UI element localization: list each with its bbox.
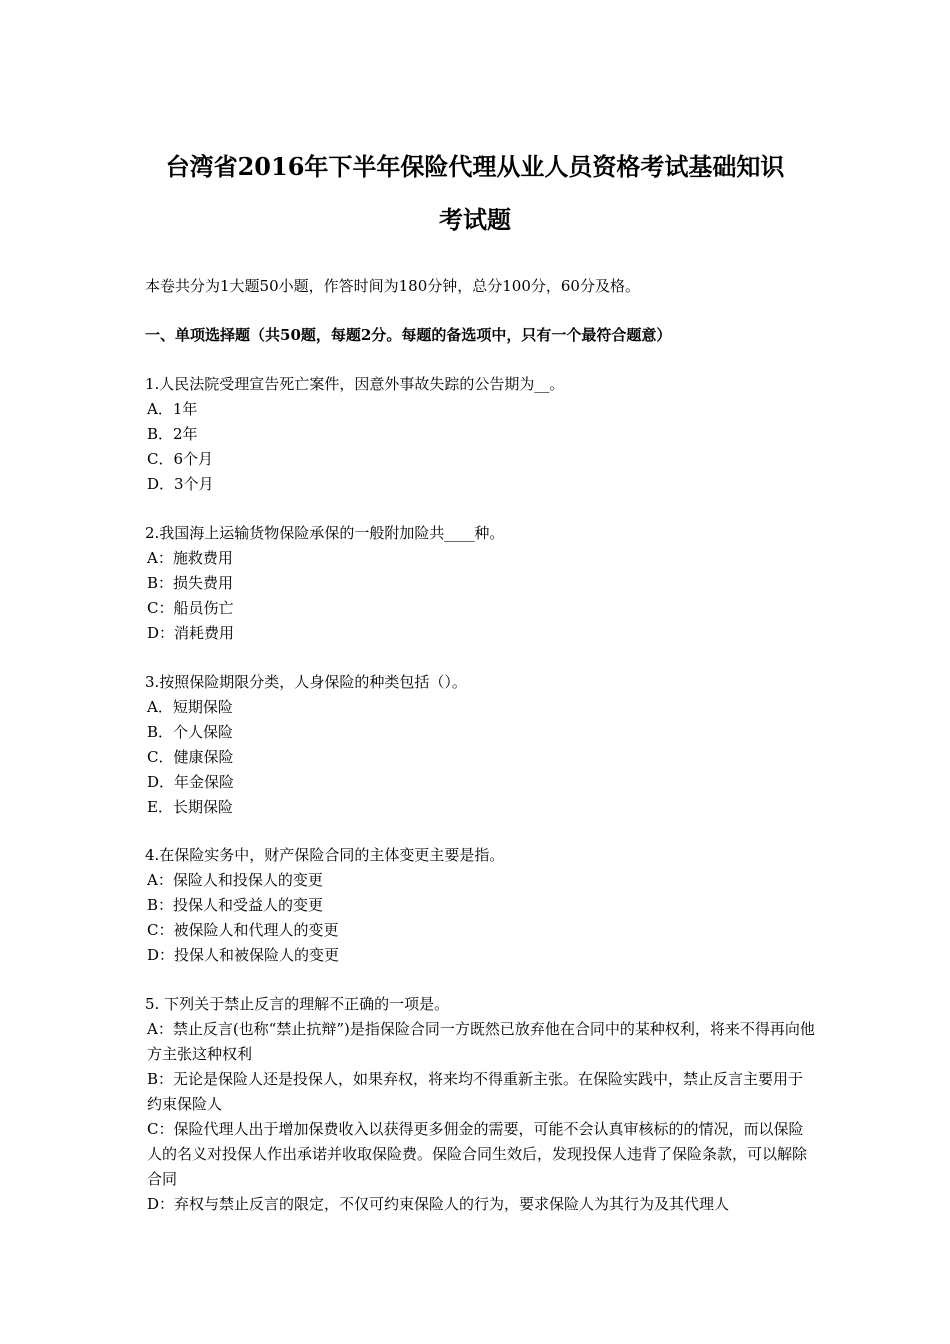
section-heading: 一、单项选择题（共50题，每题2分。每题的备选项中，只有一个最符合题意）: [145, 326, 672, 344]
option-c: C：被保险人和代理人的变更: [147, 921, 339, 939]
option-b: B：损失费用: [147, 574, 234, 592]
option-e: E．长期保险: [147, 798, 233, 816]
option-b: B：无论是保险人还是投保人，如果弃权，将来均不得重新主张。在保险实践中，禁止反言主要用于约束保险人: [147, 1070, 804, 1113]
option-a: A：禁止反言(也称“禁止抗辩”)是指保险合同一方既然已放弃他在合同中的某种权利，将来不得再向他方主张这种权利: [147, 1020, 815, 1063]
option-a: A．1年: [147, 400, 198, 418]
option-c: C．健康保险: [147, 748, 234, 766]
document-title-line-2: 考试题: [439, 205, 511, 234]
question-stem: 1.人民法院受理宣告死亡案件，因意外事故失踪的公告期为__。: [145, 375, 565, 393]
question-stem: 5. 下列关于禁止反言的理解不正确的一项是。: [145, 995, 450, 1013]
option-a: A：保险人和投保人的变更: [147, 871, 323, 889]
option-b: B：投保人和受益人的变更: [147, 896, 324, 914]
question-3: [145, 670, 815, 820]
option-d: D：投保人和被保险人的变更: [147, 946, 340, 964]
option-c: C．6个月: [147, 450, 214, 468]
option-a: A：施救费用: [147, 549, 233, 567]
question-5: [145, 992, 815, 1217]
option-c: C：船员伤亡: [147, 599, 234, 617]
option-d: D：弃权与禁止反言的限定，不仅可约束保险人的行为，要求保险人为其行为及其代理人: [147, 1195, 730, 1213]
question-4: [145, 843, 815, 968]
option-d: D．3个月: [147, 475, 214, 493]
question-1: [145, 372, 815, 497]
exam-intro: 本卷共分为1大题50小题，作答时间为180分钟，总分100分，60分及格。: [145, 277, 640, 295]
option-d: D：消耗费用: [147, 624, 235, 642]
document-title-line-1: 台湾省2016年下半年保险代理从业人员资格考试基础知识: [165, 152, 785, 181]
question-stem: 4.在保险实务中，财产保险合同的主体变更主要是指。: [145, 846, 505, 864]
question-2: [145, 521, 815, 646]
option-d: D．年金保险: [147, 773, 235, 791]
option-c: C：保险代理人出于增加保费收入以获得更多佣金的需要，可能不会认真审核标的的情况，而以保险人的名义对投保人作出承诺并收取保险费。保险合同生效后，发现投保人违背了保险条款，可以解除合同: [147, 1120, 808, 1188]
question-stem: 2.我国海上运输货物保险承保的一般附加险共____种。: [145, 524, 505, 542]
option-b: B．2年: [147, 425, 198, 443]
option-b: B．个人保险: [147, 723, 234, 741]
option-a: A．短期保险: [147, 698, 233, 716]
question-stem: 3.按照保险期限分类，人身保险的种类包括（）。: [145, 673, 467, 691]
